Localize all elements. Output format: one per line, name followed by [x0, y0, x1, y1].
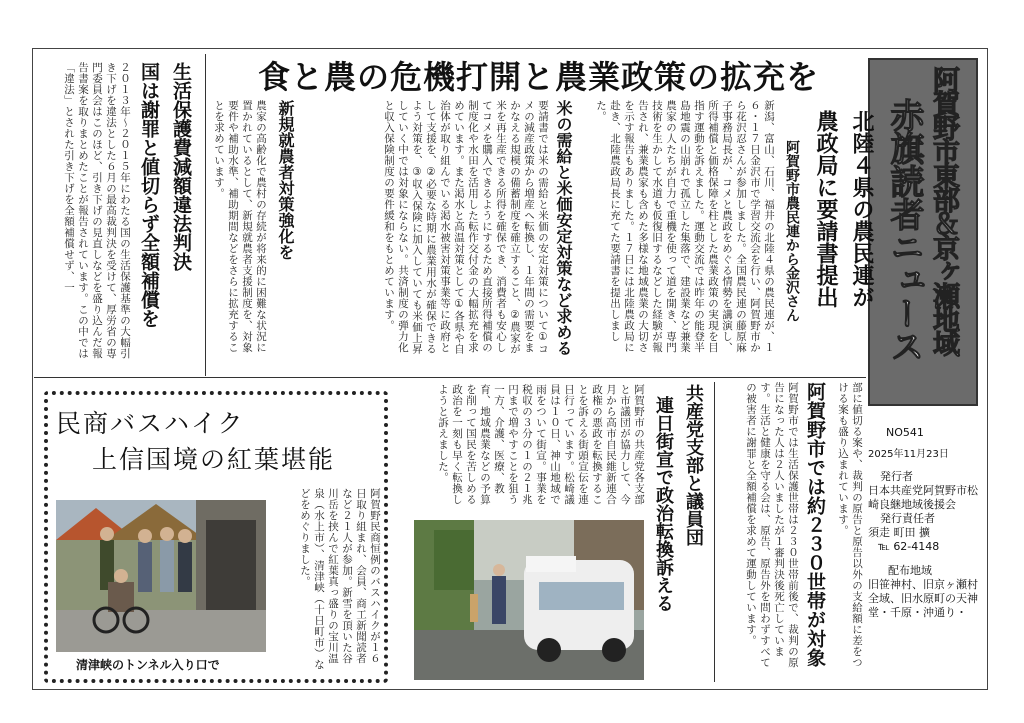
welfare-title2: 国は謝罪と値切らず全額補償を	[138, 62, 160, 328]
welfare-title1: 生活保護費減額違法判決	[170, 62, 192, 271]
agano-welfare-body: 阿賀野市では生活保護世帯は２３０世帯前後で、裁判の原告になった人は２人いましたが１審判決後死亡しています。生活と健康を守る会は、原告、原告外を問わずすべての被害者に謝罪と全額補償を求めて運動しています。	[745, 382, 799, 668]
issue-info	[868, 426, 984, 620]
hokuriku-body2: 要請書では米の需給と米価の安定対策について①コメの減産政策から増産へ転換し、１年間の需要をまかなえる規模の備蓄制度を確立すること、②農家が米を再生産できる所得を確保でき、消費者も安心してコメを購入できるようにするため直接所得補償の制度化や水田を活用した転作交付金の大幅拡充を求めています。また渇水と高温対策として①各県や自治体が取り組んでいる渇水被害対策事業等に政府として支援を、②必要な時期に農業用水が確保できるよう対策を、③収入保険に加入していても米価上昇していく中では対象にならない。共済制度の弾力化と収入保険制度の要件緩和をもとめています。	[383, 100, 549, 355]
bus-title2: 上信国境の紅葉堪能	[92, 445, 336, 474]
party-title2: 連日街宣で政治転換訴える	[653, 396, 674, 612]
street-campaign-photo	[414, 520, 644, 680]
masthead-line1: 阿賀野市東部＆京ヶ瀬地域	[928, 66, 959, 354]
party-body: 阿賀野市の共産党各支部と市議団が協力して、今月から高市自民維新連合政権の悪政を転換することを訴える街頭宣伝を連日行っています。松崎議員は１０日、神山地域で雨をついて街宣。事業を税収の３分の１の２１兆円まで増やすことを狙う一方、介護、医療、教育、地域農業などの予算を削って国民を苦しめる政治を一刻も早く転換しようと訴えました。	[437, 384, 645, 505]
welfare-continued: 部に値切る案や、裁判の原告と原告以外の支給額に差をつける案も盛り込まれています。	[837, 382, 863, 668]
masthead	[868, 58, 978, 406]
publisher-label: 発行者	[880, 470, 913, 483]
area-label: 配布地域	[888, 564, 932, 577]
hokuriku-body3: 農家の高齢化で農村の存続が将来的に困難な状況に置かれているとして、新規就農者支援制度を、対象要件や補助水準、補助期間などをさらに拡充することを求めています。	[213, 100, 267, 353]
newfarmer-subhead: 新規就農者対策強化を	[276, 100, 295, 260]
column-divider	[205, 54, 206, 376]
distribution-area: 旧笹神村、旧京ヶ瀬村全域、旧水原町の天神堂・千原・沖通り・	[868, 578, 978, 619]
welfare-body: ２０１３年〜２０１５年にわたる国の生活保護基準の大幅引き下げを違法とした６月の最高裁判決を受けて、厚労省の専門委員会はこのほど、引き下げの見直しなどを盛り込んだ報告書案を取りまとめたことが報告されています。この中では「違法」とされた引き下げを全額補償せず、一	[63, 62, 131, 359]
hokuriku-subhead: 米の需給と米価安定対策など求める	[554, 100, 573, 356]
party-title1: 共産党支部と議員団	[683, 384, 704, 546]
bus-photo-caption: 清津峡のトンネル入り口で	[76, 658, 220, 672]
bus-body: 阿賀野民商恒例のバスハイクが１６日取り組まれ、会員、商工新聞読者など２１人が参加。新雪を頂いた谷川岳を挟んで紅葉真っ盛りの宝川温泉（水上市）、清津峡（十日町市）などをめぐりました。	[299, 488, 381, 670]
issue-date: 2025年11月23日	[868, 449, 949, 460]
editor-label: 発行責任者	[880, 512, 935, 525]
horizontal-divider	[34, 377, 866, 378]
bus-title1: 民商バスハイク	[56, 409, 245, 438]
masthead-line2: 赤旗読者ニュース	[884, 98, 924, 362]
group-photo-image	[56, 500, 266, 652]
agano-welfare-title: 阿賀野市では約２３０世帯が対象	[804, 382, 826, 667]
hokuriku-body1: 新潟、富山、石川、福井の北陸４県の農民連が、１６・１７日金沢市で学習交流会を行い、阿賀野市から花沢忍さんが参加しました。全国農民連の藤原麻子事務局長が、コメと農政をめぐる情勢を講演し、所得補償と価格保障を柱とした農業政策の実現を目指す運動を訴えました。運動交流では昨年の能登半島地震の山崩れで孤立した集落で、建設業など兼業農家の人たちが自力で重機を使って道を開き、専門技術を生かして水道も仮復旧するなどした経験が報告され、兼業農家も含めた多様な地域農業の大切さを示す報告もありました。１７日には北陸農政局に赴き、北陸農政局長に充てた要請書を提出しました。	[595, 100, 775, 353]
hokuriku-title2: 農政局に要請書提出	[813, 110, 838, 308]
bus-group-photo	[56, 500, 266, 652]
editor: 須走 町田 擴	[868, 526, 930, 539]
street-photo-image	[414, 520, 644, 680]
hokuriku-subtitle: 阿賀野市農民連から金沢さん	[784, 140, 800, 322]
publisher: 日本共産党阿賀野市松崎良継地域後援会	[868, 484, 978, 511]
column-divider	[714, 382, 715, 682]
main-headline: 食と農の危機打開と農業政策の拡充を	[258, 58, 820, 96]
tel: ℡ 62-4148	[878, 540, 940, 553]
hokuriku-title1: 北陸４県の農民連が	[849, 110, 874, 308]
issue-number: NO541	[886, 426, 924, 439]
